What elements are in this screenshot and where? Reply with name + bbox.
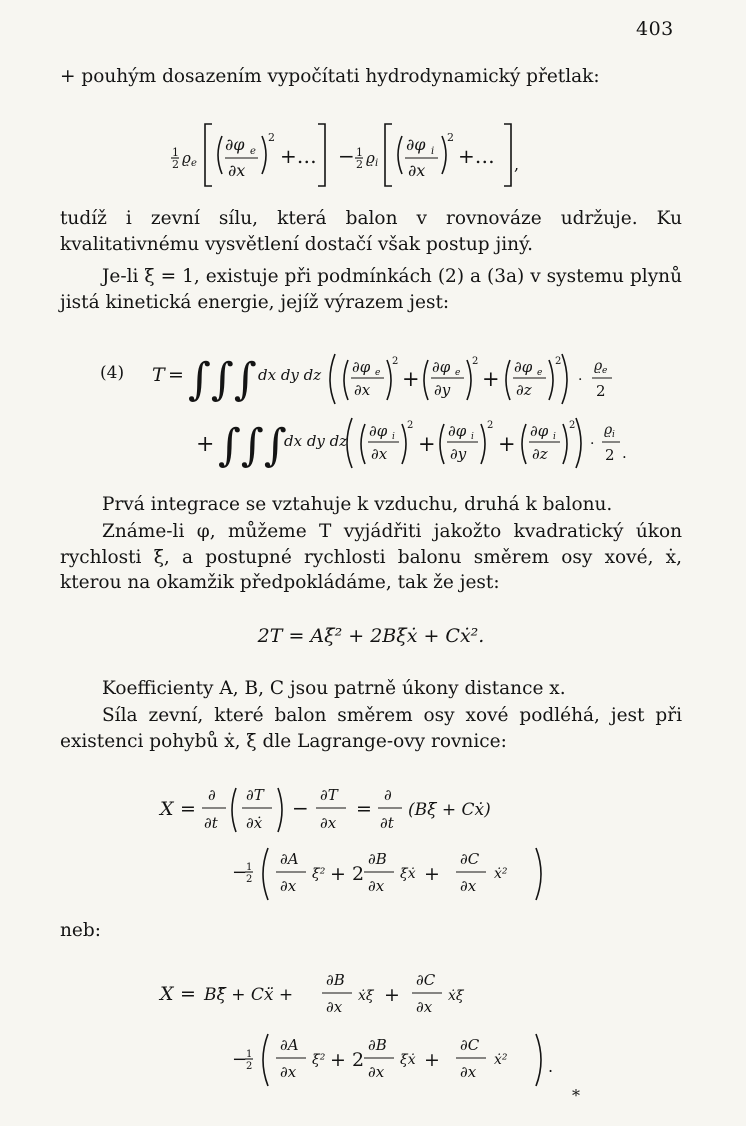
svg-text:ẋ²: ẋ² (494, 1052, 508, 1068)
svg-text:∂x: ∂x (460, 1063, 477, 1081)
svg-text:e: e (375, 368, 381, 378)
svg-text:∂φ: ∂φ (352, 358, 371, 376)
svg-text:1: 1 (246, 862, 253, 873)
svg-text:X: X (160, 798, 174, 820)
paragraph-external-force: tudíž i zevní sílu, která balon v rovnováze udržuje. Ku kvalitativnému vysvětlení dostačí však postup jiný. (60, 208, 682, 255)
svg-text:e: e (250, 146, 256, 157)
svg-text:e: e (602, 366, 608, 376)
svg-text:∫∫∫: ∫∫∫ (188, 354, 257, 405)
svg-text:∂t: ∂t (380, 814, 394, 832)
svg-text:∂B: ∂B (368, 1036, 387, 1054)
svg-text:i: i (471, 432, 474, 442)
svg-text:(Bξ̇ + Cẋ): (Bξ̇ + Cẋ) (408, 800, 491, 820)
svg-text:i: i (553, 432, 556, 442)
svg-text:∂t: ∂t (204, 814, 218, 832)
svg-text:∂φ: ∂φ (225, 135, 245, 154)
svg-text:ξ̇²: ξ̇² (312, 1052, 326, 1068)
svg-text:ẋξ̇: ẋξ̇ (358, 988, 374, 1004)
svg-text:2: 2 (555, 356, 562, 367)
svg-text:∂φ: ∂φ (530, 422, 549, 440)
svg-text:i: i (612, 430, 615, 440)
svg-text:+: + (196, 432, 215, 457)
svg-text:2: 2 (596, 382, 606, 400)
svg-text:+: + (384, 984, 400, 1006)
svg-text:∂A: ∂A (280, 1036, 299, 1054)
svg-text:−: − (232, 1049, 248, 1070)
svg-text:·: · (578, 372, 583, 388)
svg-text:∂x: ∂x (280, 877, 297, 895)
svg-text:∂φ: ∂φ (369, 422, 388, 440)
svg-text:∂x: ∂x (408, 161, 426, 180)
svg-text:.: . (622, 444, 627, 462)
svg-text:2: 2 (569, 420, 576, 431)
svg-text:+…: +… (458, 144, 495, 168)
paragraph-integration: Prvá integrace se vztahuje k vzduchu, druhá k balonu. (102, 494, 613, 515)
svg-text:2: 2 (246, 874, 253, 885)
svg-text:∂C: ∂C (416, 971, 436, 989)
footer-asterisk: * (572, 1086, 580, 1105)
svg-text:∂C: ∂C (460, 850, 480, 868)
paragraph-quadratic-form: Známe-li φ, můžeme T vyjádřiti jakožto kvadratický úkon rychlosti ξ̇, a postupné rychlosti balonu směrem osy xové, ẋ, kterou na okamžik předpokládáme, tak že jest: (60, 521, 682, 593)
svg-text:∂x: ∂x (280, 1063, 297, 1081)
svg-text:=: = (180, 798, 196, 820)
svg-text:2: 2 (605, 446, 615, 464)
svg-text:2: 2 (447, 131, 454, 144)
svg-text:+…: +… (280, 144, 317, 168)
svg-text:=: = (180, 983, 196, 1005)
svg-text:ξ̇²: ξ̇² (312, 866, 326, 882)
svg-text:T: T (152, 364, 165, 386)
svg-text:2: 2 (487, 420, 494, 431)
svg-text:2: 2 (407, 420, 414, 431)
svg-text:∂φ: ∂φ (514, 358, 533, 376)
page-number: 403 (636, 18, 674, 40)
svg-text:−: − (232, 862, 248, 883)
svg-text:ϱ: ϱ (594, 358, 603, 374)
svg-text:X: X (160, 983, 174, 1005)
svg-text:ẋξ̇: ẋξ̇ (448, 988, 464, 1004)
svg-text:∫∫∫: ∫∫∫ (218, 420, 287, 471)
svg-text:+: + (482, 367, 500, 391)
svg-text:ξ̇ẋ: ξ̇ẋ (400, 866, 416, 882)
svg-text:∂x: ∂x (228, 161, 246, 180)
svg-text:∂: ∂ (384, 786, 392, 804)
svg-text:2: 2 (356, 158, 363, 171)
svg-text:i: i (375, 158, 379, 169)
svg-text:+: + (424, 1049, 440, 1071)
paragraph-intro: + pouhým dosazením vypočítati hydrodynamický přetlak: (60, 66, 600, 87)
svg-text:+: + (424, 863, 440, 885)
svg-text:e: e (455, 368, 461, 378)
svg-text:∂ẋ: ∂ẋ (246, 814, 263, 832)
svg-text:∂y: ∂y (434, 381, 451, 399)
svg-text:,: , (514, 155, 520, 174)
svg-text:∂φ: ∂φ (448, 422, 467, 440)
svg-text:+: + (498, 432, 516, 456)
svg-text:∂T: ∂T (320, 786, 338, 804)
svg-text:2: 2 (472, 356, 479, 367)
svg-text:∂φ: ∂φ (432, 358, 451, 376)
svg-text:∂z: ∂z (516, 381, 532, 399)
svg-text:−: − (292, 796, 309, 820)
svg-text:∂T: ∂T (246, 786, 264, 804)
svg-text:∂x: ∂x (416, 998, 433, 1016)
paragraph-lagrange: Síla zevní, které balon směrem osy xové podléhá, jest při existenci pohybů ẋ, ξ̇ dle Lagrange-ovy rovnice: (60, 705, 682, 752)
svg-text:∂x: ∂x (368, 877, 385, 895)
svg-text:2: 2 (268, 131, 275, 144)
svg-text:∂x: ∂x (371, 445, 388, 463)
svg-text:∂z: ∂z (532, 445, 548, 463)
svg-text:∂A: ∂A (280, 850, 299, 868)
paragraph-kinetic-energy: Je-li ξ = 1, existuje při podmínkách (2) a (3a) v systemu plynů jistá kinetická energie, jejíž výrazem jest: (60, 266, 682, 313)
svg-text:dx dy dz: dx dy dz (258, 366, 322, 384)
paragraph-neb: neb: (60, 920, 101, 941)
svg-text:e: e (537, 368, 543, 378)
svg-text:+: + (418, 432, 436, 456)
svg-text:∂x: ∂x (320, 814, 337, 832)
svg-text:1: 1 (172, 146, 179, 159)
svg-text:ϱ: ϱ (604, 422, 613, 438)
svg-text:−: − (338, 144, 355, 168)
svg-text:·: · (590, 436, 595, 452)
svg-text:∂C: ∂C (460, 1036, 480, 1054)
svg-text:∂: ∂ (208, 786, 216, 804)
svg-text:ϱ: ϱ (366, 149, 375, 167)
svg-text:∂B: ∂B (326, 971, 345, 989)
svg-text:.: . (548, 1057, 554, 1076)
svg-text:i: i (392, 432, 395, 442)
svg-text:ẋ²: ẋ² (494, 866, 508, 882)
svg-text:ξ̇ẋ: ξ̇ẋ (400, 1052, 416, 1068)
svg-text:ϱ: ϱ (182, 149, 191, 167)
svg-text:2: 2 (392, 356, 399, 367)
svg-text:dx dy dz: dx dy dz (284, 432, 348, 450)
svg-text:2: 2 (246, 1061, 253, 1072)
svg-text:∂φ: ∂φ (406, 135, 426, 154)
svg-text:e: e (191, 158, 197, 169)
svg-text:1: 1 (246, 1049, 253, 1060)
svg-text:Bξ̈ + Cẍ +: Bξ̈ + Cẍ + (204, 985, 294, 1005)
svg-text:1: 1 (356, 146, 363, 159)
svg-text:=: = (356, 798, 372, 820)
svg-text:∂x: ∂x (460, 877, 477, 895)
svg-text:2: 2 (172, 158, 179, 171)
equation-4-label: (4) (100, 363, 125, 383)
svg-text:∂x: ∂x (354, 381, 371, 399)
svg-text:∂x: ∂x (368, 1063, 385, 1081)
equation-2T: 2T = Aξ̇² + 2Bξ̇ẋ + Cẋ². (257, 625, 485, 647)
svg-text:+ 2: + 2 (330, 1049, 365, 1071)
svg-text:i: i (431, 146, 435, 157)
svg-text:∂x: ∂x (326, 998, 343, 1016)
svg-text:∂B: ∂B (368, 850, 387, 868)
svg-text:+: + (402, 367, 420, 391)
svg-text:+ 2: + 2 (330, 863, 365, 885)
svg-text:∂y: ∂y (450, 445, 467, 463)
svg-text:=: = (168, 364, 184, 386)
paragraph-coefficients: Koefficienty A, B, C jsou patrně úkony distance x. (102, 678, 566, 699)
